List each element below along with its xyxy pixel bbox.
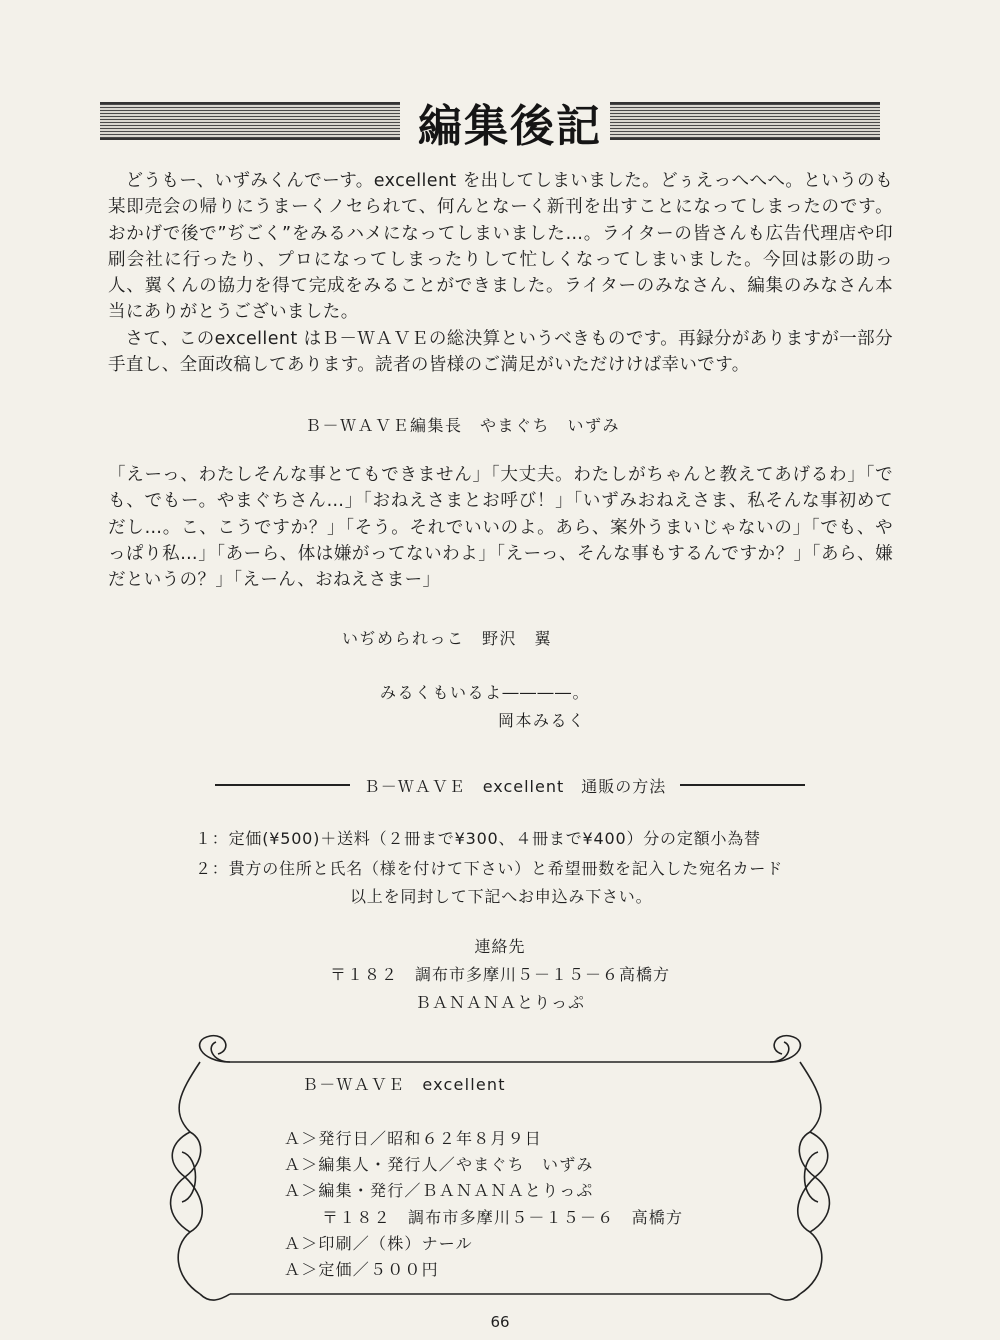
tsubasa-signature: いぢめられっこ 野沢 翼: [342, 629, 553, 648]
colophon-editor: Ａ＞編集人・発行人／やまぐち いずみ: [284, 1155, 594, 1174]
title-banner: [100, 96, 880, 152]
colophon-printer: Ａ＞印刷／（株）ナール: [284, 1234, 473, 1253]
page-number: 66: [490, 1313, 510, 1331]
colophon-price: Ａ＞定価／５００円: [284, 1260, 439, 1279]
dialogue-paragraph: 「えーっ、わたしそんな事とてもできません」「大丈夫。わたしがちゃんと教えてあげるわ」「でも、でもー。やまぐちさん…」「おねえさまとお呼び！」「いずみおねえさま、私そんな事初めてだし…。こ、こうですか？」「そう。それでいいのよ。あら、案外うまいじゃないの」「でも、やっぱり私…」「あーら、体は嫌がってないわよ」「えーっ、そんな事もするんですか？」「あら、嫌だというの？」「えーん、おねえさまー」: [108, 465, 893, 591]
order-step-2: ２：貴方の住所と氏名（様を付けて下さい）と希望冊数を記入した宛名カード: [195, 859, 784, 878]
circle-name: ＢＡＮＡＮＡとりっぷ: [414, 993, 585, 1012]
afterword-paragraph-2: さて、このexcellent はＢ－ＷＡＶＥの総決算というべきものです。再録分がありますが一部分手直し、全面改稿してあります。読者の皆様のご満足がいただけけば幸いです。: [108, 329, 893, 376]
colophon-publisher: Ａ＞編集・発行／ＢＡＮＡＮＡとりっぷ: [284, 1181, 594, 1200]
colophon-title: Ｂ－ＷＡＶＥ excellent: [302, 1075, 506, 1094]
order-instruction: 以上を同封して下記へお申込み下さい。: [350, 887, 653, 906]
afterword-paragraph-1: どうもー、いずみくんでーす。excellent を出してしまいました。どぅえっへへへ。というのも某即売会の帰りにうまーくノセられて、何んとなーく新刊を出すことになってしまったのです。おかげで後で”ぢごく”をみるハメになってしまいました…。ライターの皆さんも広告代理店や印刷会社に行ったり、プロになってしまったりして忙しくなってしまいました。今回は影の助っ人、翼くんの協力を得て完成をみることができました。ライターのみなさん、編集のみなさん本当にありがとうございました。: [108, 171, 893, 323]
page-title: 編集後記: [418, 101, 602, 152]
colophon-date: Ａ＞発行日／昭和６２年８月９日: [284, 1129, 543, 1148]
mail-order-heading: [215, 774, 805, 794]
order-step-1: １：定価(¥500)＋送料（２冊まで¥300、４冊まで¥400）分の定額小為替: [195, 829, 761, 848]
contact-label: 連絡先: [474, 937, 526, 956]
heading-rule-left: [215, 784, 350, 786]
contact-address: 〒１８２ 調布市多摩川５－１５－６高橋方: [329, 965, 670, 984]
milk-signature: 岡本みるく: [498, 711, 586, 730]
title-stripe-right: [610, 102, 880, 140]
heading-rule-right: [680, 784, 805, 786]
milk-message: みるくもいるよ――――。: [380, 683, 591, 702]
colophon-address: 〒１８２ 調布市多摩川５－１５－６ 高橋方: [322, 1208, 684, 1227]
editor-signature: Ｂ－ＷＡＶＥ編集長 やまぐち いずみ: [305, 416, 621, 435]
mail-order-title: Ｂ－ＷＡＶＥ excellent 通販の方法: [355, 774, 675, 797]
title-stripe-left: [100, 102, 400, 140]
